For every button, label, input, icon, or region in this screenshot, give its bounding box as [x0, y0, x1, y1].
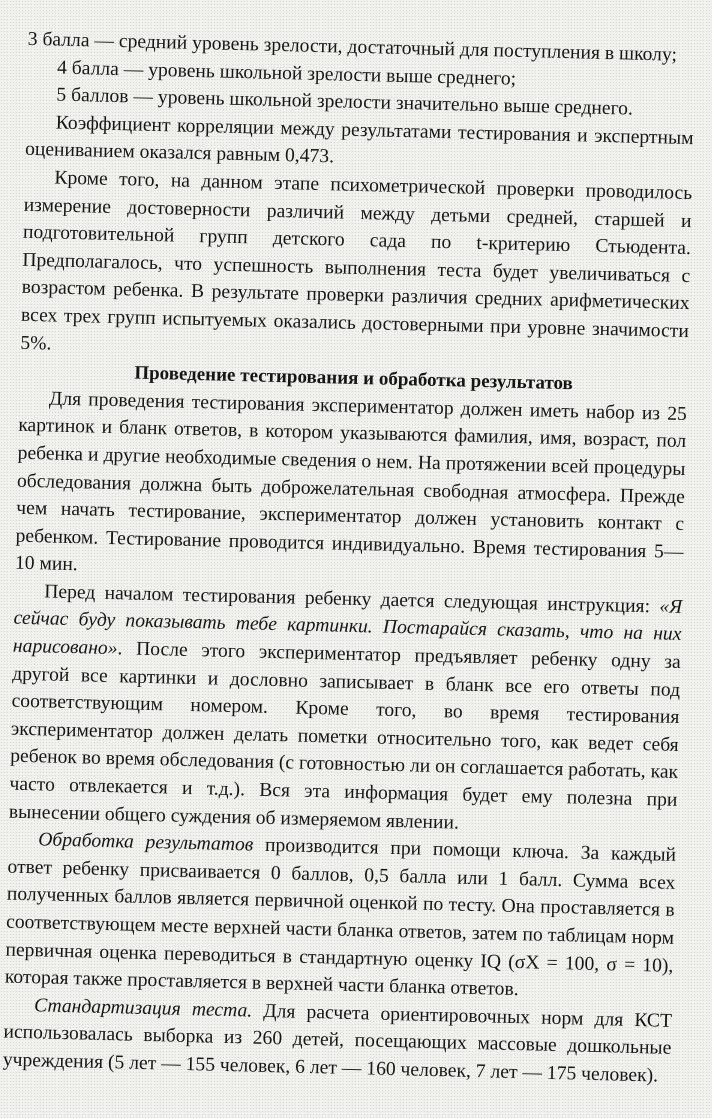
paragraph-significance: Кроме того, на данном этапе психометрической проверки проводилось измерение достоверности различий между детьми средней, старшей и подготовительной групп детского сада по t-критерию Стьюдента. Предполагалось, что успешность выполнения теста будет увеличиваться с возрастом ребенка. В результате проверки различия средних арифметических всех трех групп испытуемых оказались достоверными при уровне значимости 5%. [20, 167, 693, 355]
section-heading: Проведение тестирования и обработка результатов [134, 362, 574, 395]
paragraph-correlation: Коэффициент корреляции между результатами тестирования и экспертным оцениванием оказался равным 0,473. [24, 112, 694, 168]
paragraph-instruction [9, 578, 683, 843]
instruction-rest-text: . После этого экспериментатор предъявляет ребенку одну за другой все картинки и дословно записывает в бланк все его ответы под соответствующим номером. Кроме того, во время тестирования экспериментатор должен делать пометки относительно того, как ведет себя ребенок во время обследования (с готовностью ли он соглашается работать, как часто отвлекается и т.д.). Вся эта информация будет ему полезна при вынесении общего суждения об измеряемом явлении. [8, 638, 681, 834]
instruction-quote: «Я сейчас буду показывать тебе картинки. Постарайся сказать, что на них нарисовано» [12, 596, 683, 660]
processing-text: производится при помощи ключа. За каждый ответ ребенку присваивается 0 баллов, 0,5 балла или 1 балл. Сумма всех полученных баллов является первичной оценкой по тесту. Она проставляется в соответствующем месте верхней части бланка ответов, затем по таблицам норм первичная оценка переводиться в стандартную оценку IQ (σX = 100, σ = 10), которая также проставляется в верхней части бланка ответов. [4, 834, 677, 1001]
paragraph-score-5: 5 баллов — уровень школьной зрелости значительно выше среднего. [56, 84, 634, 120]
paragraph-processing [5, 826, 677, 1008]
standardization-text: Для расчета ориентировочных норм для КСТ использовалась выборка из 260 детей, посещающих массовые дошкольные учреждения (5 лет — 155 человек, 6 лет — 160 человек, 7 лет — 175 человек). [2, 1000, 673, 1087]
instruction-lead-text: Перед началом тестирования ребенку дается следующая инструкция: [44, 581, 660, 618]
paragraph-score-4: 4 балла — уровень школьной зрелости выше среднего; [56, 57, 517, 90]
paragraph-testing-setup: Для проведения тестирования экспериментатор должен иметь набор из 25 картинок и бланк ответов, в котором указываются фамилия, имя, возраст, пол ребенка и другие необходимые сведения о нем. На протяжении всей процедуры обследования должна быть доброжелательная свободная атмосфера. Прежде чем начать тестирование, экспериментатор должен установить контакт с ребенком. Тестирование проводится индивидуально. Время тестирования 5—10 мин. [14, 388, 688, 576]
processing-term: Обработка результатов [37, 829, 254, 856]
standardization-term: Стандартизация теста. [33, 995, 253, 1022]
paragraph-standardization [2, 991, 672, 1090]
book-page [2, 26, 696, 1112]
paragraph-score-3: 3 балла — средний уровень зрелости, достаточный для поступления в школу; [27, 28, 678, 66]
